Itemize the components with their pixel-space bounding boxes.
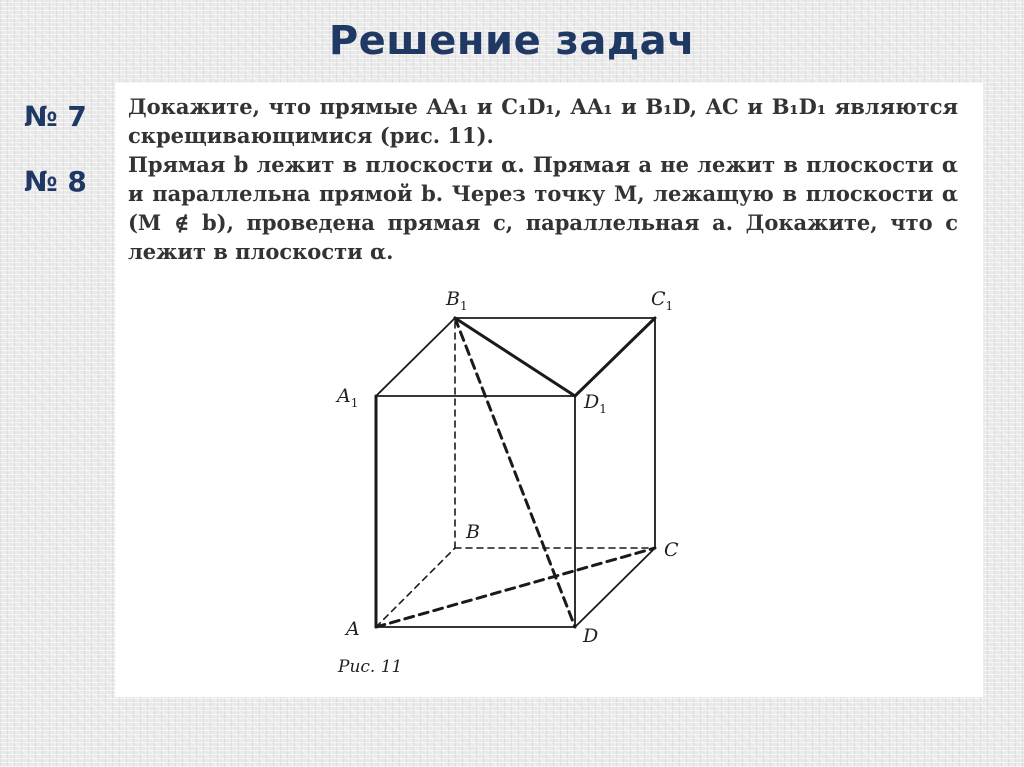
edge-a1b1 [376, 318, 455, 396]
vertex-label-d: D [583, 625, 599, 647]
task-number-8: № 8 [24, 165, 87, 198]
edge-b1d1 [455, 318, 575, 396]
edge-ab-hidden [376, 548, 455, 627]
diagonal-ac [376, 548, 655, 627]
diagonal-b1d [455, 318, 575, 627]
task-7-text: Докажите, что прямые AA₁ и C₁D₁, AA₁ и B₁D, AC и B₁D₁ являются скрещивающимися (рис. 11). [128, 94, 958, 148]
vertex-label-a1: $A_1$ [337, 385, 359, 410]
task-8-text: Прямая b лежит в плоскости α. Прямая a не лежит в плоскости α и параллельна прямой b. Через точку M, лежащую в плоскости α (M ∉ b), проведена прямая c, параллельная a. Докажите, что c лежит в плоскости α. [128, 152, 958, 264]
page-title: Решение задач [328, 18, 696, 64]
vertex-label-a: A [346, 618, 360, 640]
vertex-label-c1: $C_1$ [651, 288, 674, 313]
vertex-label-b1: $B_1$ [446, 288, 468, 313]
figure-caption: Рис. 11 [338, 657, 403, 677]
vertex-label-d1: $D_1$ [584, 391, 607, 416]
edge-c1d1 [575, 318, 655, 396]
task-number-7: № 7 [24, 100, 87, 133]
vertex-label-b: B [466, 521, 480, 543]
vertex-label-c: C [664, 539, 679, 561]
